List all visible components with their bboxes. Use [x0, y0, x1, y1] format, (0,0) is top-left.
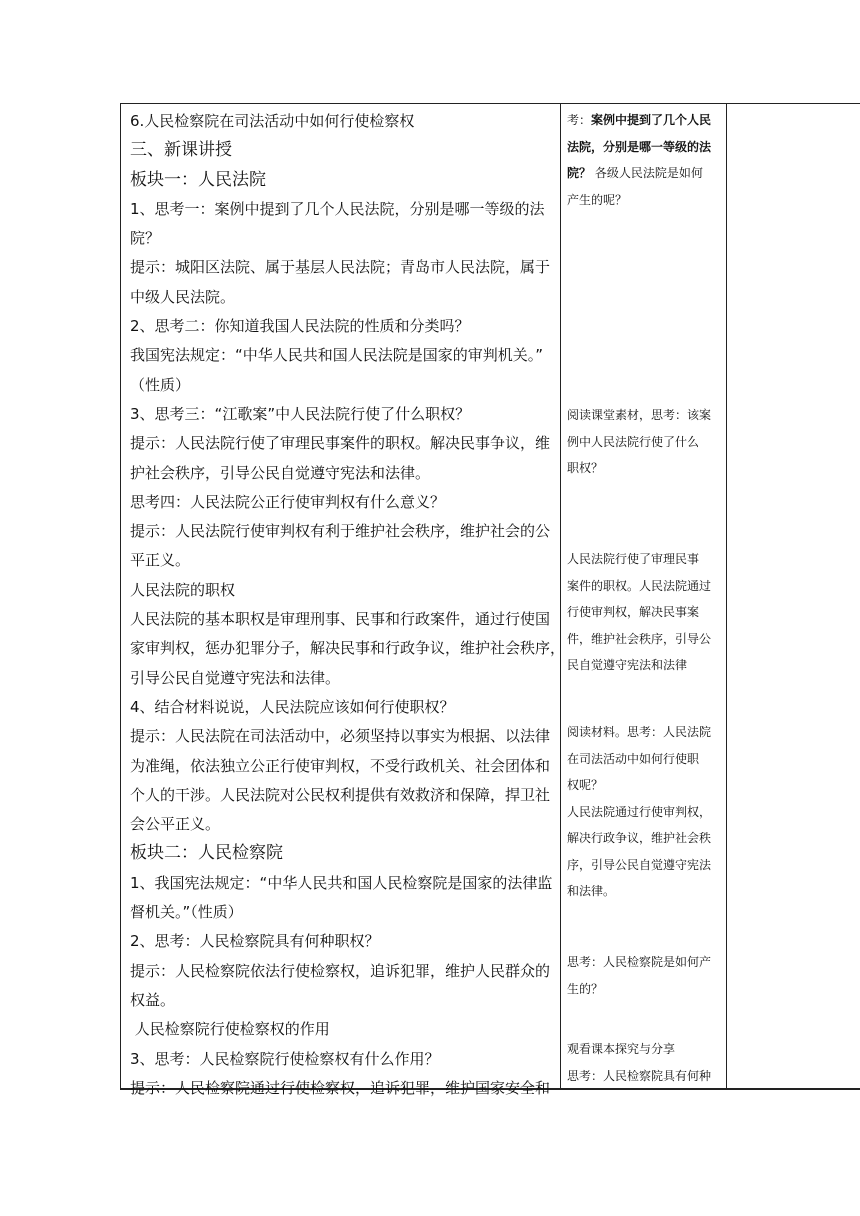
text-line: 2、思考：人民检察院具有何种职权？ [130, 932, 380, 951]
text-line: 1、思考一：案例中提到了几个人民法院，分别是哪一等级的法 [130, 199, 545, 218]
section-heading: 三、新课讲授 [130, 140, 232, 161]
text-line: 会公平正义。 [130, 815, 221, 834]
text-line: 督机关。”（性质） [130, 903, 243, 922]
side-line: 考：案例中提到了几个人民 [567, 113, 712, 127]
text-line: 人民法院的基本职权是审理刑事、民事和行政案件，通过行使国 [130, 610, 551, 629]
side-line: 序，引导公民自觉遵守宪法 [567, 857, 712, 872]
side-line: 院？ 各级人民法院是如何 [567, 166, 703, 180]
text-line: 引导公民自觉遵守宪法和法律。 [130, 668, 341, 687]
text-line: 提示：人民检察院依法行使检察权，追诉犯罪，维护人民群众的 [130, 961, 551, 980]
text-line: 人民检察院行使检察权的作用 [130, 1020, 330, 1039]
side-block-procuratorate [567, 949, 711, 1002]
side-line: 阅读课堂素材，思考：该案 [567, 408, 712, 422]
side-line: 民自觉遵守宪法和法律 [567, 658, 688, 672]
text-line: 6.人民检察院在司法活动中如何行使检察权 [130, 112, 415, 130]
side-line: 例中人民法院行使了什么 [567, 434, 700, 449]
side-line: 观看课本探究与分享 [567, 1042, 676, 1056]
text-line: 护社会秩序，引导公民自觉遵守宪法和法律。 [130, 463, 431, 482]
side-line: 人民法院行使了审理民事 [567, 552, 700, 566]
text-line: 中级人民法院。 [130, 287, 236, 306]
text-line: 平正义。 [130, 551, 191, 570]
table-top-border [120, 103, 860, 104]
text-line: 权益。 [130, 990, 176, 1009]
text-line: 提示：人民法院行使审判权有利于维护社会秩序，维护社会的公 [130, 522, 551, 541]
side-block-answer [567, 546, 711, 679]
text-line: （性质） [130, 375, 191, 394]
text-line: 院？ [130, 229, 161, 248]
text-line: 3、思考三：“江歌案”中人民法院行使了什么职权？ [130, 404, 471, 423]
text-line: 我国宪法规定：“中华人民共和国人民法院是国家的审判机关。” [130, 346, 544, 365]
block-heading: 板块二：人民检察院 [130, 843, 283, 864]
text-line: 提示：人民法院行使了审理民事案件的职权。解决民事争议，维 [130, 434, 551, 453]
block-heading: 板块一：人民法院 [130, 169, 266, 190]
side-line: 思考：人民检察院是如何产 [567, 955, 712, 969]
text-line: 思考四：人民法院公正行使审判权有什么意义？ [130, 492, 446, 511]
side-line: 生的？ [567, 981, 604, 996]
text-line: 3、思考：人民检察院行使检察权有什么作用？ [130, 1049, 440, 1068]
side-block-material [567, 719, 711, 905]
side-block-explore [567, 1036, 711, 1089]
side-line: 解决行政争议，维护社会秩 [567, 831, 712, 845]
side-line: 思考：人民检察院具有何种 [567, 1068, 712, 1083]
text-line: 为准绳，依法独立公正行使审判权，不受行政机关、社会团体和 [130, 756, 551, 775]
side-line: 案件的职权。人民法院通过 [567, 578, 712, 593]
side-line: 产生的呢？ [567, 192, 628, 207]
column-divider-2 [726, 103, 727, 1089]
text-line: 提示：人民法院在司法活动中，必须坚持以事实为根据、以法律 [130, 727, 551, 746]
text-line: 提示：城阳区法院、属于基层人民法院；青岛市人民法院，属于 [130, 258, 551, 277]
text-line: 2、思考二：你知道我国人民法院的性质和分类吗？ [130, 317, 470, 336]
text-line: 提示：人民检察院通过行使检察权，追诉犯罪，维护国家安全和 [130, 1078, 551, 1097]
side-line: 法院，分别是哪一等级的法 [567, 139, 712, 154]
text-line: 家审判权，惩办犯罪分子，解决民事和行政争议，维护社会秩序， [130, 639, 566, 658]
side-line: 职权？ [567, 461, 604, 475]
text-line: 4、结合材料说说，人民法院应该如何行使职权？ [130, 697, 455, 716]
side-line: 人民法院通过行使审判权， [567, 804, 712, 819]
text-line: 个人的干涉。人民法院对公民权利提供有效救济和保障，捍卫社 [130, 785, 551, 804]
side-line: 在司法活动中如何行使职 [567, 751, 700, 766]
text-line: 人民法院的职权 [130, 580, 236, 599]
side-line: 行使审判权，解决民事案 [567, 605, 700, 619]
side-line: 件，维护社会秩序，引导公 [567, 631, 712, 646]
student-activity-column [567, 107, 727, 1083]
side-line: 权呢？ [567, 778, 604, 792]
table-left-border [120, 103, 121, 1089]
side-block-reading [567, 402, 711, 482]
side-line: 阅读材料。思考：人民法院 [567, 725, 712, 739]
text-line: 1、我国宪法规定：“中华人民共和国人民检察院是国家的法律监 [130, 873, 553, 892]
side-line: 和法律。 [567, 884, 616, 898]
lesson-table [120, 103, 860, 1097]
teaching-content-column [130, 107, 566, 1103]
